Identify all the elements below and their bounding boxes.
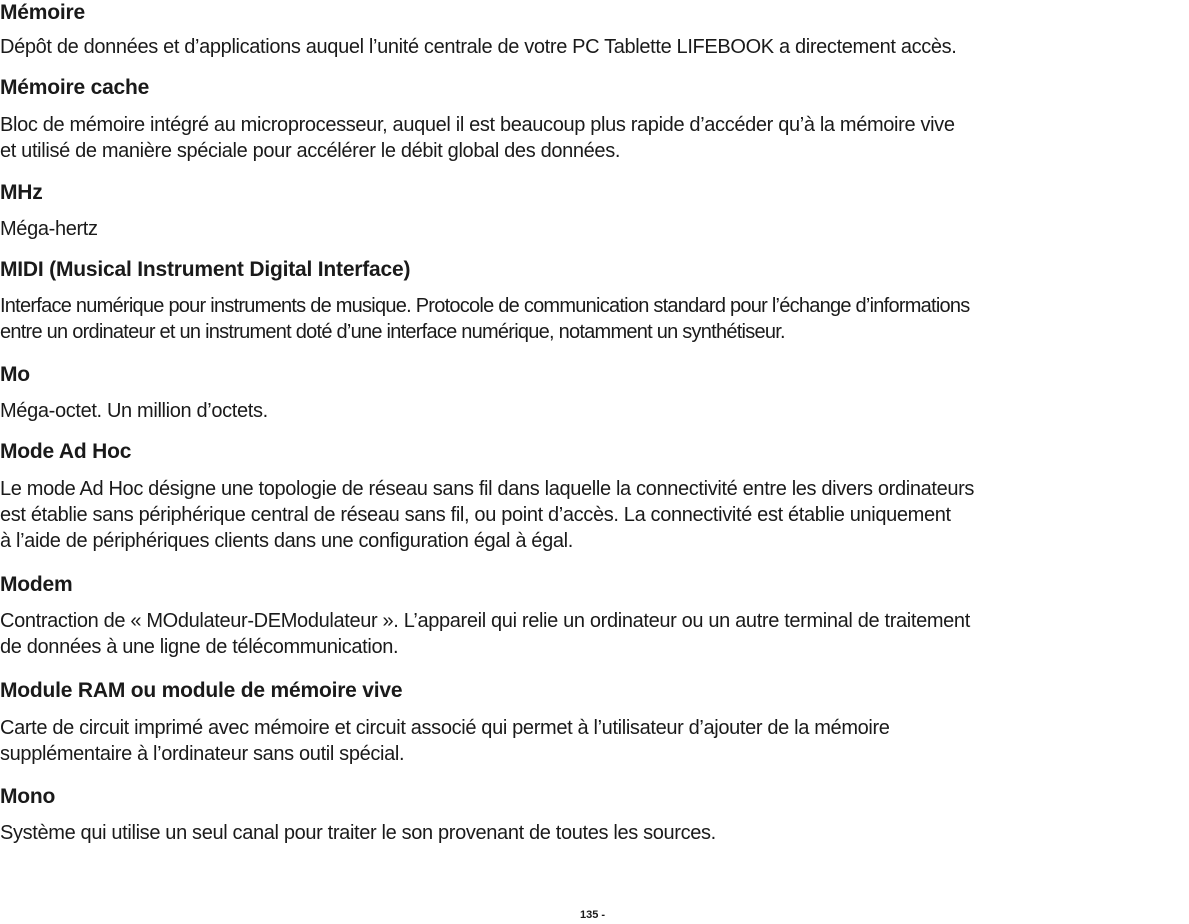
glossary-definition xyxy=(0,293,970,345)
glossary-term: Mode Ad Hoc xyxy=(0,440,132,463)
glossary-definition xyxy=(0,820,716,846)
glossary-term: MHz xyxy=(0,181,43,204)
definition-line: à l’aide de périphériques clients dans une configuration égal à égal. xyxy=(0,530,573,552)
glossary-term: Mono xyxy=(0,785,56,808)
glossary-definition xyxy=(0,398,268,424)
definition-line: Dépôt de données et d’applications auquel l’unité centrale de votre PC Tablette LIFEBOOK a directement accès. xyxy=(0,36,957,58)
definition-line: entre un ordinateur et un instrument doté d’une interface numérique, notamment un synthétiseur. xyxy=(0,321,785,343)
glossary-definition xyxy=(0,476,974,554)
glossary-term: Mémoire xyxy=(0,1,85,24)
definition-line: Méga-hertz xyxy=(0,218,98,240)
glossary-definition xyxy=(0,34,957,60)
definition-line: Carte de circuit imprimé avec mémoire et circuit associé qui permet à l’utilisateur d’ajouter de la mémoire xyxy=(0,717,890,739)
definition-line: Bloc de mémoire intégré au microprocesseur, auquel il est beaucoup plus rapide d’accéder qu’à la mémoire vive xyxy=(0,114,955,136)
definition-line: de données à une ligne de télécommunication. xyxy=(0,636,399,658)
glossary-definition xyxy=(0,715,890,767)
glossary-definition xyxy=(0,112,955,164)
definition-line: Interface numérique pour instruments de musique. Protocole de communication standard pour l’échange d’informations xyxy=(0,295,970,317)
definition-line: supplémentaire à l’ordinateur sans outil spécial. xyxy=(0,743,405,765)
glossary-definition xyxy=(0,216,98,242)
definition-line: Contraction de « MOdulateur-DEModulateur ». L’appareil qui relie un ordinateur ou un autre terminal de traitement xyxy=(0,610,970,632)
definition-line: Le mode Ad Hoc désigne une topologie de réseau sans fil dans laquelle la connectivité entre les divers ordinateurs xyxy=(0,478,975,500)
definition-line: Système qui utilise un seul canal pour traiter le son provenant de toutes les sources. xyxy=(0,822,716,844)
glossary-term: Module RAM ou module de mémoire vive xyxy=(0,679,403,702)
glossary-definition xyxy=(0,608,970,660)
definition-line: est établie sans périphérique central de réseau sans fil, ou point d’accès. La connectivité est établie uniquement xyxy=(0,504,951,526)
glossary-term: Modem xyxy=(0,573,73,596)
glossary-term: Mo xyxy=(0,363,30,386)
definition-line: et utilisé de manière spéciale pour accélérer le débit global des données. xyxy=(0,140,621,162)
glossary-term: Mémoire cache xyxy=(0,76,150,99)
definition-line: Méga-octet. Un million d’octets. xyxy=(0,400,268,422)
glossary-term: MIDI (Musical Instrument Digital Interface) xyxy=(0,258,411,281)
page-number: 135 - xyxy=(580,909,606,921)
